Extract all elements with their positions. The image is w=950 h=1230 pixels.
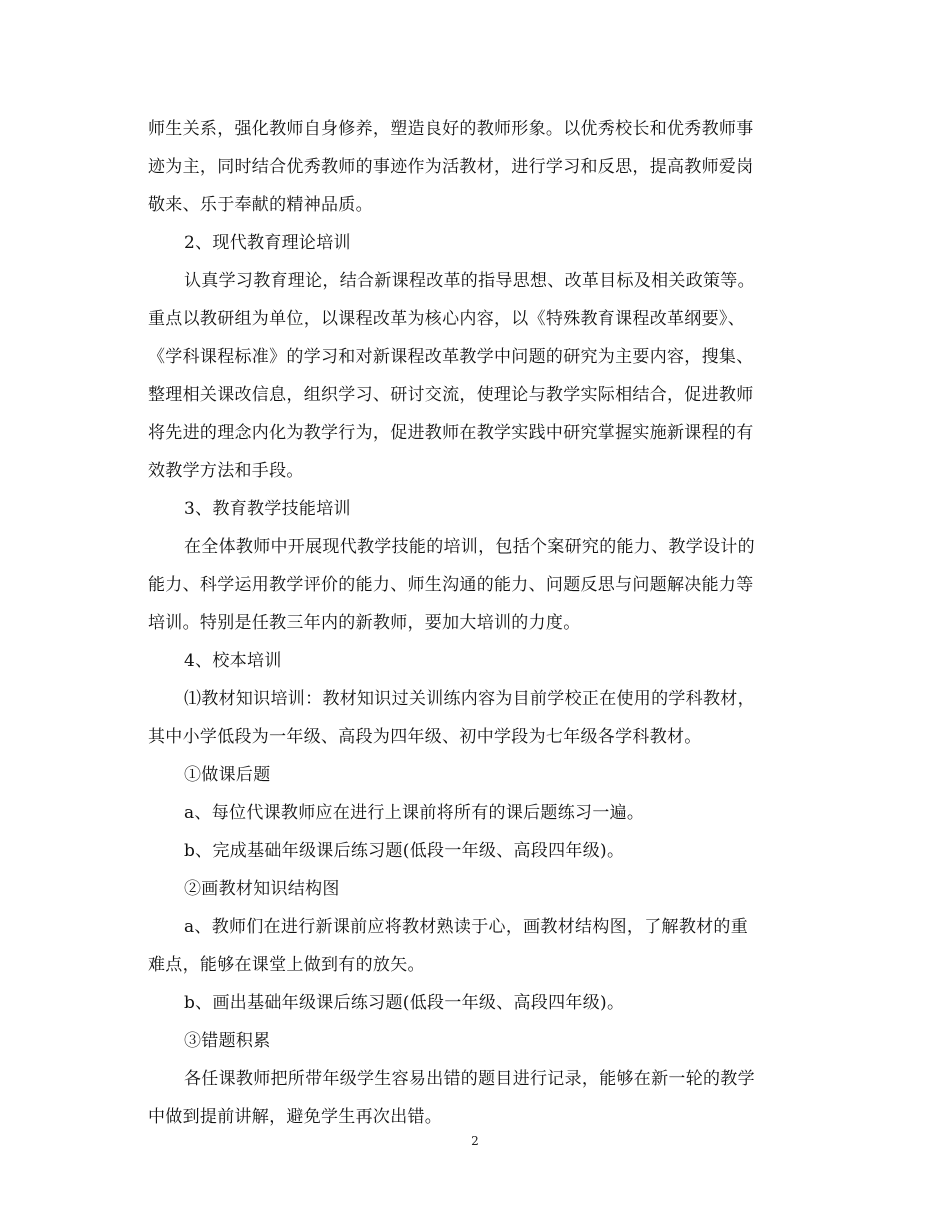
page-number: 2: [471, 1134, 479, 1148]
body-text-line: 重点以教研组为单位，以课程改革为核心内容，以《特殊教育课程改革纲要》、: [148, 309, 745, 329]
subsection-heading: ②画教材知识结构图: [184, 879, 340, 899]
body-text-line: 《学科课程标准》的学习和对新课程改革教学中问题的研究为主要内容，搜集、: [148, 347, 754, 367]
subsection-heading: ③错题积累: [184, 1031, 271, 1051]
section-heading: 3、教育教学技能培训: [184, 499, 351, 519]
section-heading: 2、现代教育理论培训: [184, 233, 351, 253]
body-text-line: 敬来、乐于奉献的精神品质。: [148, 195, 373, 215]
body-text-line: 在全体教师中开展现代教学技能的培训，包括个案研究的能力、教学设计的: [184, 537, 755, 557]
list-item: b、完成基础年级课后练习题(低段一年级、高段四年级)。: [184, 841, 625, 861]
list-item: b、画出基础年级课后练习题(低段一年级、高段四年级)。: [184, 993, 625, 1013]
body-text-line: 迹为主，同时结合优秀教师的事迹作为活教材，进行学习和反思，提高教师爱岗: [148, 157, 754, 177]
body-text-line: 将先进的理念内化为教学行为，促进教师在教学实践中研究掌握实施新课程的有: [148, 423, 754, 443]
body-text-line: 培训。特别是任教三年内的新教师，要加大培训的力度。: [148, 613, 581, 633]
body-text-line: 各任课教师把所带年级学生容易出错的题目进行记录，能够在新一轮的教学: [184, 1069, 755, 1089]
subsection-heading: ①做课后题: [184, 765, 271, 785]
body-text-line: 中做到提前讲解，避免学生再次出错。: [148, 1107, 443, 1127]
document-body: [148, 110, 808, 1136]
body-text-line: 效教学方法和手段。: [148, 461, 304, 481]
body-text-line: 师生关系，强化教师自身修养，塑造良好的教师形象。以优秀校长和优秀教师事: [148, 119, 754, 139]
list-item: a、教师们在进行新课前应将教材熟读于心，画教材结构图，了解教材的重: [184, 917, 749, 937]
list-item: a、每位代课教师应在进行上课前将所有的课后题练习一遍。: [184, 803, 645, 823]
section-heading: 4、校本培训: [184, 651, 282, 671]
list-item-continuation: 难点，能够在课堂上做到有的放矢。: [148, 955, 425, 975]
body-text-line: 整理相关课改信息，组织学习、研讨交流，使理论与教学实际相结合，促进教师: [148, 385, 754, 405]
body-text-line: 能力、科学运用教学评价的能力、师生沟通的能力、问题反思与问题解决能力等: [148, 575, 754, 595]
body-text-line: ⑴教材知识培训：教材知识过关训练内容为目前学校正在使用的学科教材，: [184, 689, 755, 709]
body-text-line: 认真学习教育理论，结合新课程改革的指导思想、改革目标及相关政策等。: [184, 271, 755, 291]
body-text-line: 其中小学低段为一年级、高段为四年级、初中学段为七年级各学科教材。: [148, 727, 702, 747]
